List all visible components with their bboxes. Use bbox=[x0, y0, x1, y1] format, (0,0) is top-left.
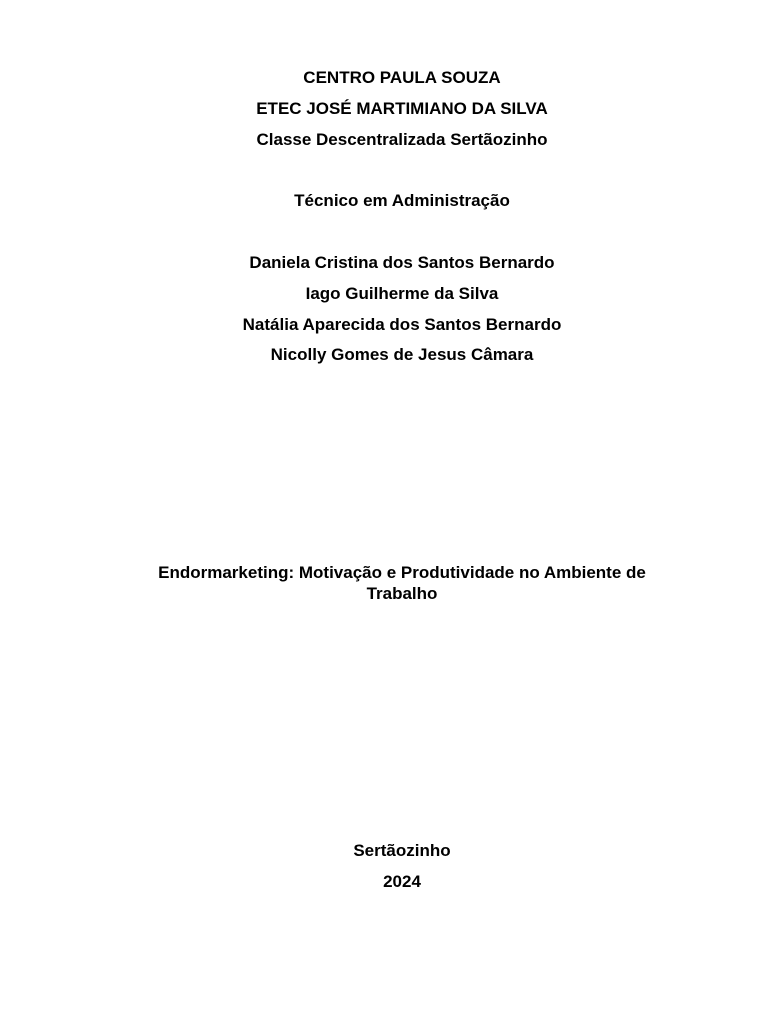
author-3: Natália Aparecida dos Santos Bernardo bbox=[242, 315, 562, 334]
institution-name: CENTRO PAULA SOUZA bbox=[303, 68, 501, 87]
year: 2024 bbox=[383, 872, 421, 891]
school-name: ETEC JOSÉ MARTIMIANO DA SILVA bbox=[256, 99, 548, 118]
author-1: Daniela Cristina dos Santos Bernardo bbox=[249, 253, 555, 272]
author-4: Nicolly Gomes de Jesus Câmara bbox=[270, 345, 534, 364]
document-title: Endormarketing: Motivação e Produtividade no Ambiente de Trabalho bbox=[158, 563, 646, 603]
course-name: Técnico em Administração bbox=[294, 191, 510, 210]
class-name: Classe Descentralizada Sertãozinho bbox=[256, 130, 548, 149]
city: Sertãozinho bbox=[353, 841, 451, 860]
author-2: Iago Guilherme da Silva bbox=[305, 284, 499, 303]
